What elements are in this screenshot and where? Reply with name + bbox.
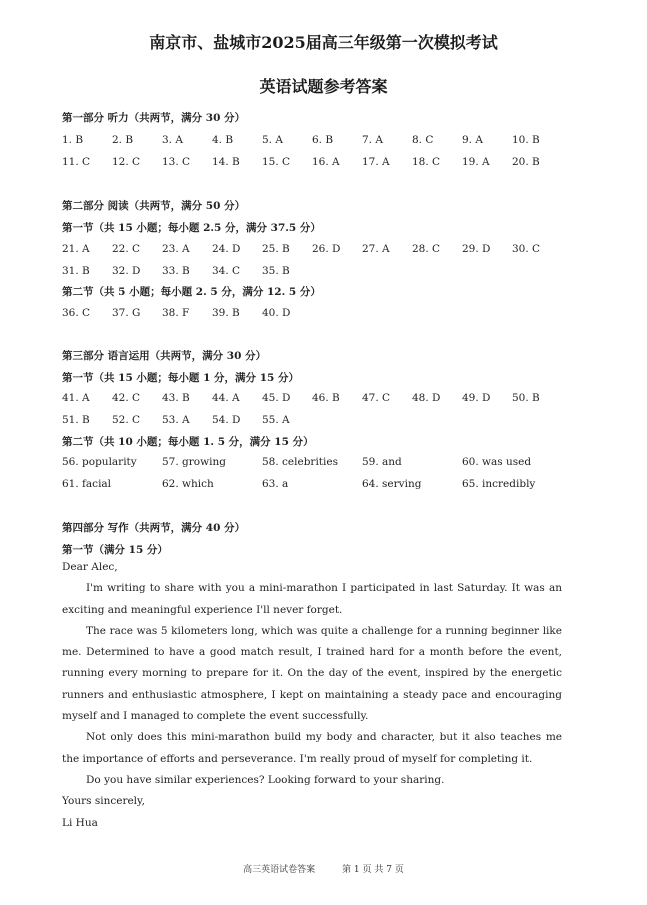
answer-item: 18. C bbox=[412, 156, 441, 168]
answer-item: 35. B bbox=[262, 265, 290, 277]
answer-item: 46. B bbox=[312, 392, 340, 404]
answer-item: 58. celebrities bbox=[262, 456, 338, 468]
answer-item: 22. C bbox=[112, 243, 141, 255]
answer-item: 31. B bbox=[62, 265, 90, 277]
answer-item: 54. D bbox=[212, 414, 241, 426]
answer-item: 11. C bbox=[62, 156, 91, 168]
letter-signature: Li Hua bbox=[62, 816, 98, 829]
answer-item: 34. C bbox=[212, 265, 241, 277]
answer-item: 30. C bbox=[512, 243, 541, 255]
answer-item: 29. D bbox=[462, 243, 491, 255]
answer-item: 64. serving bbox=[362, 478, 422, 490]
letter-paragraph-3: Not only does this mini-marathon build my body and character, but it also teaches me the importance of efforts and perseverance. I'm really proud of myself for completing it. bbox=[62, 731, 562, 765]
part4-section1-heading: 第一节（满分 15 分） bbox=[62, 544, 168, 556]
answer-item: 12. C bbox=[112, 156, 141, 168]
answer-item: 39. B bbox=[212, 307, 240, 319]
answer-item: 48. D bbox=[412, 392, 441, 404]
answer-item: 53. A bbox=[162, 414, 190, 426]
answer-item: 15. C bbox=[262, 156, 291, 168]
part3-heading: 第三部分 语言运用（共两节，满分 30 分） bbox=[62, 350, 267, 362]
answer-item: 28. C bbox=[412, 243, 441, 255]
answer-item: 13. C bbox=[162, 156, 191, 168]
part3-section2-heading: 第二节（共 10 小题；每小题 1. 5 分，满分 15 分） bbox=[62, 436, 314, 448]
answer-item: 65. incredibly bbox=[462, 478, 536, 490]
answer-item: 17. A bbox=[362, 156, 390, 168]
answer-item: 51. B bbox=[62, 414, 90, 426]
answer-item: 41. A bbox=[62, 392, 90, 404]
part4-heading: 第四部分 写作（共两节，满分 40 分） bbox=[62, 522, 246, 534]
answer-item: 49. D bbox=[462, 392, 491, 404]
answer-item: 9. A bbox=[462, 134, 483, 146]
answer-item: 52. C bbox=[112, 414, 141, 426]
answer-item: 10. B bbox=[512, 134, 540, 146]
letter-greeting: Dear Alec, bbox=[62, 561, 118, 573]
answer-item: 7. A bbox=[362, 134, 383, 146]
answer-item: 19. A bbox=[462, 156, 490, 168]
answer-item: 14. B bbox=[212, 156, 240, 168]
answer-item: 1. B bbox=[62, 134, 84, 146]
answer-item: 42. C bbox=[112, 392, 141, 404]
part2-section2-heading: 第二节（共 5 小题；每小题 2. 5 分，满分 12. 5 分） bbox=[62, 286, 321, 298]
answer-item: 24. D bbox=[212, 243, 241, 255]
model-essay bbox=[62, 557, 562, 834]
answer-item: 38. F bbox=[162, 307, 190, 319]
answer-item: 2. B bbox=[112, 134, 134, 146]
answer-item: 20. B bbox=[512, 156, 540, 168]
answer-item: 60. was used bbox=[462, 456, 532, 468]
answer-item: 16. A bbox=[312, 156, 340, 168]
answer-item: 6. B bbox=[312, 134, 334, 146]
answer-item: 45. D bbox=[262, 392, 291, 404]
exam-title: 南京市、盐城市2025届高三年级第一次模拟考试 bbox=[149, 33, 498, 52]
answer-item: 27. A bbox=[362, 243, 390, 255]
answer-item: 5. A bbox=[262, 134, 283, 146]
page-footer bbox=[0, 862, 647, 875]
answer-item: 57. growing bbox=[162, 456, 226, 468]
part2-section1-heading: 第一节（共 15 小题；每小题 2.5 分，满分 37.5 分） bbox=[62, 222, 321, 234]
answer-item: 50. B bbox=[512, 392, 540, 404]
answer-item: 21. A bbox=[62, 243, 90, 255]
part3-section1-heading: 第一节（共 15 小题；每小题 1 分，满分 15 分） bbox=[62, 372, 299, 384]
answer-item: 23. A bbox=[162, 243, 190, 255]
footer-doc-label: 高三英语试卷答案 bbox=[243, 865, 316, 875]
answer-item: 55. A bbox=[262, 414, 290, 426]
answer-item: 36. C bbox=[62, 307, 91, 319]
letter-paragraph-1: I'm writing to share with you a mini-marathon I participated in last Saturday. It was an exciting and meaningful experience I'll never forget. bbox=[62, 582, 562, 616]
letter-paragraph-4: Do you have similar experiences? Looking forward to your sharing. bbox=[86, 773, 445, 786]
answer-item: 59. and bbox=[362, 456, 402, 468]
part2-heading: 第二部分 阅读（共两节，满分 50 分） bbox=[62, 200, 246, 212]
footer-page-number: 第 1 页 共 7 页 bbox=[342, 865, 404, 875]
answer-item: 32. D bbox=[112, 265, 141, 277]
answer-item: 62. which bbox=[162, 478, 214, 490]
letter-closing: Yours sincerely, bbox=[62, 795, 145, 808]
answer-item: 37. G bbox=[112, 307, 141, 319]
part1-heading: 第一部分 听力（共两节，满分 30 分） bbox=[62, 112, 246, 124]
answer-item: 43. B bbox=[162, 392, 190, 404]
answer-key-title: 英语试题参考答案 bbox=[259, 77, 388, 96]
answer-item: 56. popularity bbox=[62, 456, 137, 468]
answer-item: 4. B bbox=[212, 134, 234, 146]
answer-item: 26. D bbox=[312, 243, 341, 255]
answer-item: 44. A bbox=[212, 392, 240, 404]
answer-item: 61. facial bbox=[62, 478, 112, 490]
answer-item: 3. A bbox=[162, 134, 183, 146]
answer-item: 63. a bbox=[262, 478, 289, 490]
answer-item: 25. B bbox=[262, 243, 290, 255]
answer-item: 8. C bbox=[412, 134, 434, 146]
answer-item: 33. B bbox=[162, 265, 190, 277]
answer-item: 40. D bbox=[262, 307, 291, 319]
answer-item: 47. C bbox=[362, 392, 391, 404]
letter-paragraph-2: The race was 5 kilometers long, which was quite a challenge for a running beginner like me. Determined to have a good match result, I trained hard for a month before the event, running every morning to prepare for it. On the day of the event, inspired by the energetic runners and enthusiastic atmosphere, I kept on maintaining a steady pace and encouraging myself and I managed to complete the event successfully. bbox=[62, 624, 562, 723]
